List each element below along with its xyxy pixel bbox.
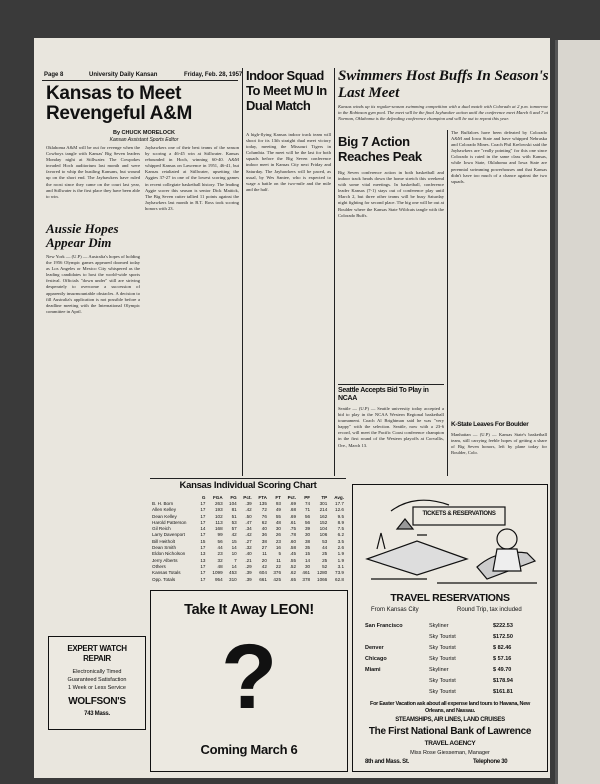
kstate-headline: K-State Leaves For Boulder <box>451 421 529 428</box>
agency-address: 8th and Mass. St. <box>365 759 409 765</box>
table-cell: 5 <box>278 551 281 557</box>
fare-price: $ 57.16 <box>493 655 512 662</box>
kansas-story-col1: Oklahoma A&M will be out for revenge when the Cowboys tangle with Kansas' Big Seven leaders Monday night at Stillwater. The Cowpokes invaded Hoch auditorium last month and were favored to whip the hustling Kansans, but wound up on the short end. The Jayhawkers have ruled the roost since they came on the court last year, and Stillwater is the first place they have been able to win. <box>46 145 140 199</box>
kansas-byline-title: Kansan Assistant Sports Editor <box>109 137 179 143</box>
fare-class: Skyliner <box>429 666 449 673</box>
table-cell: 15 <box>304 551 311 557</box>
table-cell: 453 <box>229 570 237 576</box>
cartoon-sign: TICKETS & RESERVATIONS <box>422 511 496 517</box>
ad-line: Guaranteed Satisfaction <box>67 677 127 683</box>
table-cell: 22 <box>275 563 281 569</box>
easter-note: For Easter Vacation ask about all expense land tours to Havana, New Orleans, and Nassau. <box>370 701 530 714</box>
table-cell: 604 <box>259 570 267 576</box>
table-cell: 152 <box>319 519 328 525</box>
scoring-table <box>150 494 346 582</box>
table-cell: 1066 <box>317 576 328 582</box>
table-cell: .69 <box>289 513 296 519</box>
table-cell: 461 <box>302 570 311 576</box>
ad-store-name: WOLFSON'S <box>68 696 126 707</box>
table-cell: 25 <box>322 557 328 563</box>
fare-price: $ 82.46 <box>493 644 512 651</box>
table-cell: 168 <box>214 526 223 532</box>
indoor-story-body: A high-flying Kansas indoor track team will shoot for its 13th straight dual meet victory today, meeting the Missouri Tigers in Columbia. The meet will be the last for both squads before the Big Seven conference indoor meet in Kansas City next Friday and Saturday. The Jayhawkers will be paced, as usual, by Wes Santee, who is expected to wage a battle on the two-mile and the mile and the half. <box>246 132 331 192</box>
carrier-list: STEAMSHIPS, AIR LINES, LAND CRUISES <box>395 717 505 723</box>
table-cell: .45 <box>289 551 296 557</box>
table-cell: 99 <box>217 532 223 538</box>
aussie-story-body: New York — (U.P) — Australia's hopes of holding the 1956 Olympic games appeared doomed today as Los Angeles or Mexico City whispered as the leading candidates to host the world-wide sports festival. Officials "down under" still are striving desperately to overcome a succession of apparently insurmountable obstacles. A decision to fill Australia's application is not possible before a deadline meeting with the International Olympic committee in April. <box>46 254 140 314</box>
table-cell: 30 <box>304 532 311 538</box>
table-cell: 14 <box>200 526 206 532</box>
table-cell: Dean Smith <box>152 545 177 551</box>
table-cell: 14 <box>231 563 237 569</box>
ad-line: EXPERT WATCH <box>67 644 127 653</box>
fare-class: Sky Tourist <box>429 677 456 684</box>
big7-story-body: Big Seven conference action in both basketball and indoor track heads down the home stretch this weekend with some vital meetings. In basketball, conference leader Kansas (7-1) stays out of conference play until March 2, but three other teams will be busy Saturday night fighting for second place. The big one will be out at Boulder where the Kansas State Wildcats tangle with the Colorado Buffs. <box>338 170 444 218</box>
table-cell: 16 <box>275 545 281 551</box>
table-cell: 56 <box>304 513 311 519</box>
table-cell: 17 <box>200 513 206 519</box>
fare-destination: Denver <box>365 644 384 651</box>
table-cell: 214 <box>319 507 328 513</box>
table-cell: 36 <box>261 532 267 538</box>
table-cell: .47 <box>245 519 252 525</box>
table-cell: 2.6 <box>337 545 344 551</box>
masthead-rule <box>42 80 238 81</box>
agency-phone: Telephone 30 <box>473 759 508 765</box>
kansas-byline: By CHUCK MORELOCK <box>112 130 176 136</box>
story-rule <box>338 384 444 385</box>
table-cell: 301 <box>319 500 328 506</box>
table-cell: 661 <box>259 576 267 582</box>
newspaper-page <box>34 38 550 778</box>
agency-manager: Miss Rose Giesseman, Manager <box>410 750 490 756</box>
table-cell: 7.5 <box>337 526 344 532</box>
table-cell: 263 <box>214 500 223 506</box>
column-header: FTA <box>258 494 267 500</box>
table-cell: .34 <box>245 526 252 532</box>
swimmers-deck: Kansas winds up its regular-season swimming competition with a dual match with Colorado at 2 p.m. tomorrow in the Robinson gym pool. The meet will be the final Jayhawker action until the conference meet March 6 and 7 at Norman, Oklahoma is the defending conference champion and will be out to repeat this year. <box>338 104 548 122</box>
travel-cartoon <box>357 489 543 589</box>
leon-ad <box>150 590 348 772</box>
table-cell: 25 <box>322 551 328 557</box>
table-cell: 310 <box>229 576 237 582</box>
table-cell: 1.9 <box>337 551 344 557</box>
table-cell: 17 <box>200 500 206 506</box>
table-cell: 20 <box>261 557 267 563</box>
page-number: Page 8 <box>44 72 64 78</box>
table-cell: 76 <box>261 513 267 519</box>
column-header: FGA <box>212 494 223 500</box>
table-cell: .69 <box>289 500 296 506</box>
swimmers-headline: Swimmers Host Buffs In Season's Last Meet <box>338 68 549 101</box>
table-row <box>150 576 346 582</box>
table-cell: .55 <box>289 557 296 563</box>
swimmers-story-body: The Buffaloes have been defeated by Colorado A&M and Iowa State and have whipped Nebraska and Colorado Mines. Coach Phil Krelowski said the Jayhawkers are "really pointing" for this one since Colorado is rated in the same class with Kansas, while Iowa State, Oklahoma and Iowa State are perennial swimming powerhouses and that Kansas didn't have too much of a chance against the two squads. <box>451 130 547 184</box>
table-cell: 56 <box>217 538 223 544</box>
table-cell: 42 <box>261 563 267 569</box>
table-cell: 44 <box>217 545 223 551</box>
table-cell: 15 <box>231 538 237 544</box>
table-row <box>150 570 346 576</box>
table-cell: 8.9 <box>337 519 344 525</box>
travel-title: TRAVEL RESERVATIONS <box>390 592 510 604</box>
table-cell: .50 <box>245 513 252 519</box>
fare-destination: San Francisco <box>365 622 403 629</box>
fare-price: $172.50 <box>493 633 513 640</box>
table-cell: 17 <box>200 563 206 569</box>
ad-line: Electronically Timed <box>72 669 122 675</box>
fare-price: $178.94 <box>493 677 513 684</box>
table-cell: 30 <box>275 526 281 532</box>
fare-price: $222.53 <box>493 622 513 629</box>
table-cell: 17 <box>200 570 206 576</box>
table-cell: 44 <box>322 545 328 551</box>
table-cell: 1099 <box>212 570 223 576</box>
table-cell: 15 <box>200 538 206 544</box>
travel-from: From Kansas City <box>371 607 419 613</box>
table-cell: 1280 <box>317 570 328 576</box>
table-cell: 57 <box>231 526 237 532</box>
column-header: Avg. <box>334 494 344 500</box>
travel-fare-note: Round Trip, tax included <box>457 607 522 613</box>
table-cell: 7 <box>234 557 237 563</box>
table-cell: 42 <box>231 532 237 538</box>
table-cell: 40 <box>261 526 267 532</box>
table-cell: 62.8 <box>335 576 344 582</box>
table-cell: 193 <box>214 507 223 513</box>
table-cell: .65 <box>289 576 296 582</box>
ad-line: 1 Week or Less Service <box>68 685 126 691</box>
kansas-story-col2: Jayhawkers one of their best teams of the season by scoring a 46-45 win at Stillwater. Kansas rebounded in Hoch, winning 60-40. A&M whipped Kansas on Lawrence in 1951, 46-41, but Kansas retaliated at Stillwater, upsetting the Aggies 37-27 in one of the lowest scoring games in recent collegiate basketball history. The leading Aggie scorer this season is senior Dick Mattick, The Big Seven cutter tallied 11 points against the Jayhawkers last month in B.T. Ross took scoring honors with 23. <box>145 145 239 211</box>
indoor-headline: Indoor Squad To Meet MU In Dual Match <box>246 68 327 113</box>
table-cell: .61 <box>289 519 296 525</box>
table-cell: 93 <box>275 500 281 506</box>
table-cell: .42 <box>245 507 252 513</box>
table-cell: 51 <box>231 513 237 519</box>
column-header: G <box>201 494 206 500</box>
table-cell: 12.6 <box>335 507 344 513</box>
table-cell: 10 <box>231 551 237 557</box>
leon-ad-date: Coming March 6 <box>200 742 298 757</box>
table-cell: .62 <box>289 570 296 576</box>
table-cell: 14 <box>231 545 237 551</box>
fare-class: Sky Tourist <box>429 688 456 695</box>
ad-line: REPAIR <box>83 654 111 663</box>
table-cell: 32 <box>217 557 223 563</box>
table-cell: Opp. Totals <box>152 576 176 582</box>
column-header: PF <box>304 494 311 500</box>
table-cell: 71 <box>304 507 311 513</box>
fare-class: Sky Tourist <box>429 644 456 651</box>
table-cell: .27 <box>245 538 252 544</box>
fare-class: Sky Tourist <box>429 655 456 662</box>
fare-destination: Miami <box>365 666 381 673</box>
table-cell: .21 <box>245 557 252 563</box>
table-cell: 425 <box>273 576 281 582</box>
fare-class: Sky Tourist <box>429 633 456 640</box>
table-cell: 39 <box>304 526 311 532</box>
table-cell: .75 <box>289 526 296 532</box>
table-cell: 13 <box>200 557 206 563</box>
chart-top-rule <box>150 478 346 479</box>
table-cell: 49 <box>275 507 281 513</box>
table-cell: 27 <box>261 545 267 551</box>
table-cell: B. H. Born <box>152 500 174 506</box>
column-header: FG <box>230 494 237 500</box>
table-cell: Others <box>152 563 166 569</box>
table-cell: .52 <box>289 563 296 569</box>
table-cell: 14 <box>304 557 311 563</box>
table-cell: 48 <box>275 519 281 525</box>
table-cell: 1.9 <box>337 557 344 563</box>
watch-repair-ad <box>48 636 146 730</box>
table-cell: 3.5 <box>337 538 344 544</box>
table-cell: Dean Kelley <box>152 513 177 519</box>
table-cell: 135 <box>259 500 267 506</box>
table-cell: 162 <box>319 513 328 519</box>
leon-ad-headline: Take It Away LEON! <box>184 602 314 618</box>
table-cell: 81 <box>231 507 237 513</box>
kansas-headline: Kansas to Meet Revengeful A&M <box>46 83 193 124</box>
kstate-story-body: Manhattan — (U.P) — Kansas State's basketball team, still carrying feeble hopes of getting a share of Big Seven honors, left by plane today for Boulder, Colo. <box>451 432 547 456</box>
table-cell: Bill Heitholt <box>152 538 175 544</box>
table-cell: 73.9 <box>335 570 344 576</box>
table-cell: .58 <box>289 545 296 551</box>
table-cell: .39 <box>245 570 252 576</box>
table-cell: 17 <box>200 507 206 513</box>
adjacent-page-edge <box>555 40 600 784</box>
table-cell: 56 <box>304 519 311 525</box>
table-cell: 378 <box>302 576 311 582</box>
column-header: Pct. <box>287 494 296 500</box>
table-cell: 38 <box>261 538 267 544</box>
column-header: TP <box>321 494 328 500</box>
seattle-story-body: Seattle — (U.P) — Seattle university today accepted a bid to play in the NCAA Western Regional basketball tournament. Coach Al Brightman said he was "very happy" with the selection. Seattle, now with a 23-6 record, will meet the Pacific Coast conference champion in the first round of the Western playoffs at Corvallis, Ore., March 13. <box>338 406 444 448</box>
table-cell: 106 <box>319 532 328 538</box>
table-cell: 11 <box>262 551 267 557</box>
ad-address: 743 Mass. <box>84 711 110 717</box>
table-cell: 17.7 <box>335 500 344 506</box>
table-cell: .40 <box>245 551 252 557</box>
table-cell: 23 <box>217 551 223 557</box>
big7-headline: Big 7 Action Reaches Peak <box>338 134 422 164</box>
table-cell: 11 <box>276 557 281 563</box>
table-cell: 954 <box>214 576 223 582</box>
table-cell: Gil Reich <box>152 526 171 532</box>
table-cell: 62 <box>261 519 267 525</box>
seattle-headline: Seattle Accepts Bid To Play in NCAA <box>338 387 429 402</box>
table-cell: 376 <box>273 570 281 576</box>
table-cell: 17 <box>200 532 206 538</box>
column-rule <box>447 130 448 476</box>
table-cell: 13 <box>200 551 206 557</box>
scoring-chart-title: Kansas Individual Scoring Chart <box>179 480 317 491</box>
table-cell: .78 <box>289 532 296 538</box>
table-cell: 26 <box>275 532 281 538</box>
table-cell: 17 <box>200 545 206 551</box>
fare-price: $161.81 <box>493 688 513 695</box>
table-cell: 104 <box>319 526 328 532</box>
table-cell: Kansas Totals <box>152 570 181 576</box>
table-cell: .68 <box>289 507 296 513</box>
table-cell: 17 <box>200 576 206 582</box>
column-rule <box>242 68 243 476</box>
table-cell: 35 <box>304 545 311 551</box>
bank-name: The First National Bank of Lawrence <box>368 726 532 737</box>
question-mark: ? <box>221 626 277 728</box>
table-cell: 9.5 <box>337 513 344 519</box>
paper-name: University Daily Kansan <box>89 72 158 78</box>
travel-reservations-ad <box>352 484 548 772</box>
table-cell: 3.1 <box>337 563 344 569</box>
table-cell: Harold Patterson <box>152 519 187 525</box>
table-cell: 72 <box>261 507 267 513</box>
table-cell: 52 <box>322 563 328 569</box>
table-cell: .39 <box>245 500 252 506</box>
column-header: Pct. <box>243 494 252 500</box>
table-cell: 53 <box>231 519 237 525</box>
table-cell: 6.2 <box>337 532 344 538</box>
table-cell: Allen Kelley <box>152 507 177 513</box>
aussie-headline: Aussie Hopes Appear Dim <box>46 221 119 250</box>
fare-class: Skyliner <box>429 622 449 629</box>
table-cell: 38 <box>304 538 311 544</box>
table-cell: 23 <box>275 538 281 544</box>
table-cell: 74 <box>304 500 311 506</box>
table-cell: 102 <box>214 513 223 519</box>
column-rule <box>334 68 335 476</box>
table-cell: Eldon Nicholson <box>152 551 186 557</box>
table-cell: 104 <box>229 500 237 506</box>
table-cell: Jerry Alberts <box>152 557 178 563</box>
table-cell: 55 <box>275 513 281 519</box>
table-cell: 53 <box>322 538 328 544</box>
table-cell: .42 <box>245 532 252 538</box>
table-cell: .60 <box>289 538 296 544</box>
fare-price: $ 49.70 <box>493 666 512 673</box>
issue-date: Friday, Feb. 28, 1957 <box>184 72 243 78</box>
binding-shadow <box>555 40 558 784</box>
agency-name: TRAVEL AGENCY <box>424 740 476 747</box>
table-cell: Larry Davenport <box>152 532 185 538</box>
table-cell: .39 <box>245 576 252 582</box>
table-cell: .29 <box>245 563 252 569</box>
fare-destination: Chicago <box>365 655 387 662</box>
table-cell: 48 <box>217 563 223 569</box>
column-header: FT <box>275 494 281 500</box>
table-cell: 113 <box>215 519 223 525</box>
table-cell: 30 <box>304 563 311 569</box>
table-cell: .32 <box>245 545 252 551</box>
table-cell: 17 <box>200 519 206 525</box>
